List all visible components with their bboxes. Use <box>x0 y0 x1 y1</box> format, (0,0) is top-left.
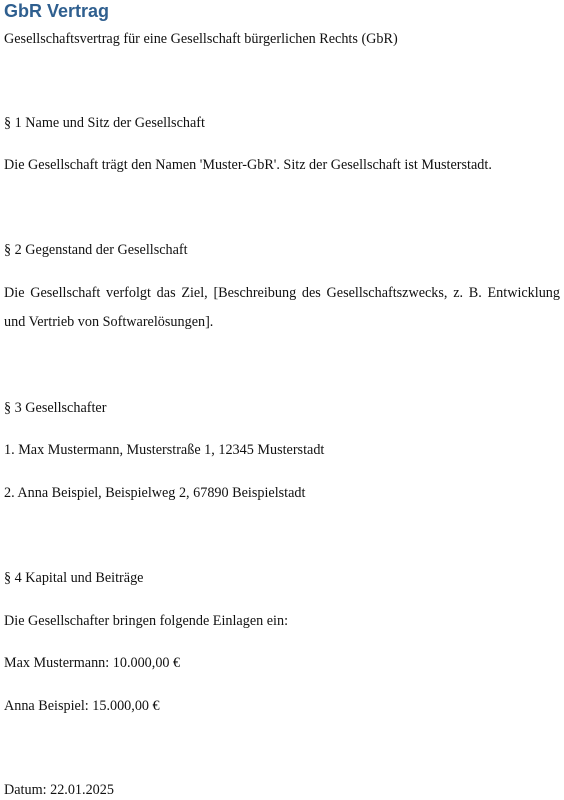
section-4-heading: § 4 Kapital und Beiträge <box>4 570 144 586</box>
contribution-max: Max Mustermann: 10.000,00 € <box>4 655 181 671</box>
section-1-heading: § 1 Name und Sitz der Gesellschaft <box>4 115 205 131</box>
partner-1-line: 1. Max Mustermann, Musterstraße 1, 12345 Musterstadt <box>4 442 325 458</box>
partner-2-line: 2. Anna Beispiel, Beispielweg 2, 67890 Beispielstadt <box>4 485 306 501</box>
section-1-paragraph: Die Gesellschaft trägt den Namen 'Muster-GbR'. Sitz der Gesellschaft ist Musterstadt. <box>4 157 492 173</box>
contribution-intro: Die Gesellschafter bringen folgende Einlagen ein: <box>4 613 289 629</box>
document-title: GbR Vertrag <box>4 1 110 21</box>
section-2-heading: § 2 Gegenstand der Gesellschaft <box>4 242 188 258</box>
section-3-heading: § 3 Gesellschafter <box>4 400 107 416</box>
contribution-anna: Anna Beispiel: 15.000,00 € <box>4 698 160 714</box>
document-subtitle: Gesellschaftsvertrag für eine Gesellschaft bürgerlichen Rechts (GbR) <box>4 31 398 47</box>
date-line: Datum: 22.01.2025 <box>4 782 114 798</box>
section-2-paragraph: Die Gesellschaft verfolgt das Ziel, [Beschreibung des Gesellschaftszwecks, z. B. Entwicklung und Vertrieb von Softwarelösungen]. <box>4 285 560 330</box>
